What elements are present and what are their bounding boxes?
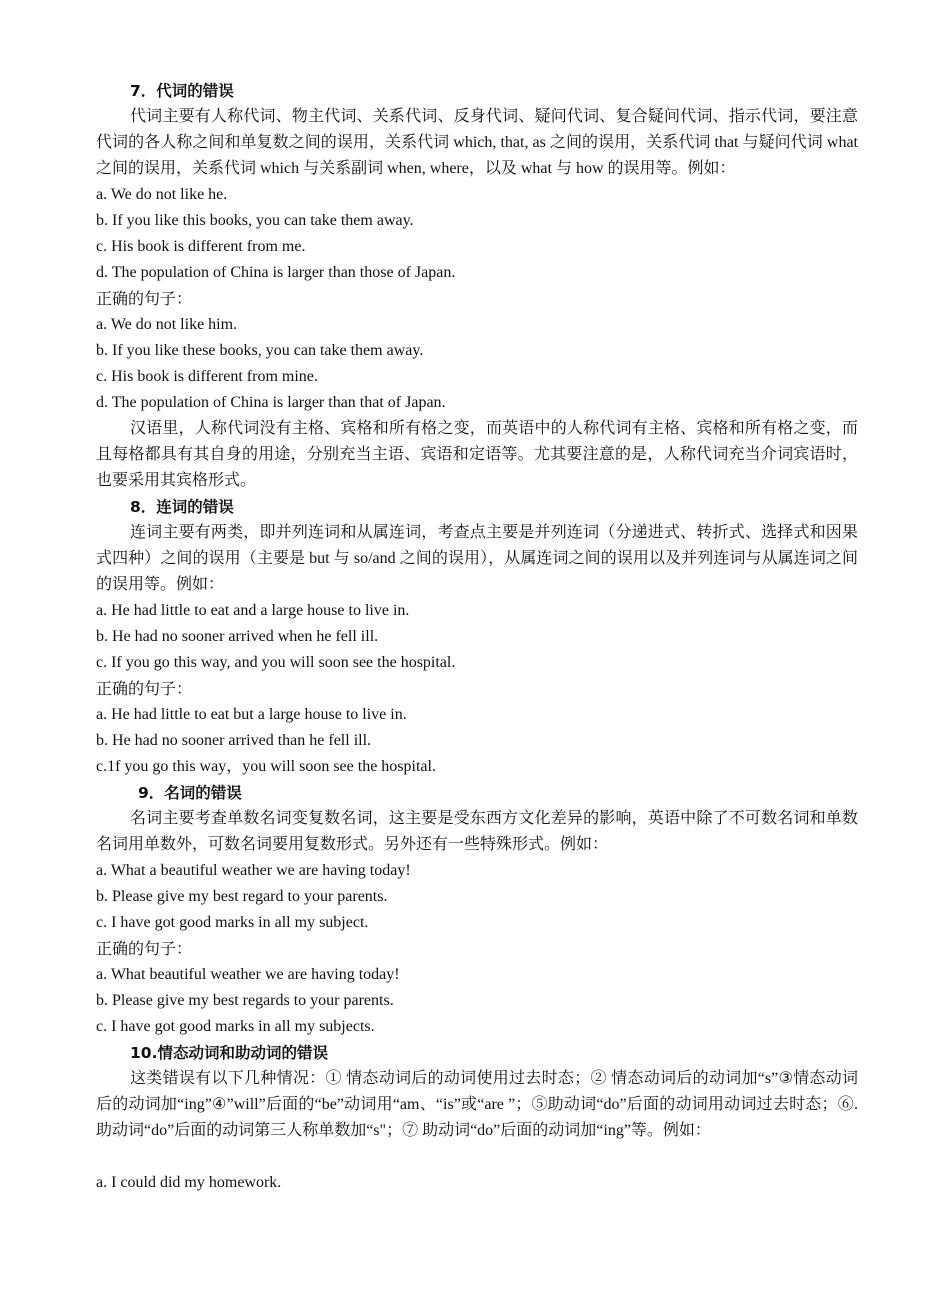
- correct-sentence: c.1f you go this way，you will soon see the hospital.: [96, 758, 436, 775]
- example-sentence: b. If you like this books, you can take them away.: [96, 212, 414, 229]
- correct-sentence: c. I have got good marks in all my subjects.: [96, 1018, 375, 1035]
- correct-sentence: b. Please give my best regards to your parents.: [96, 992, 394, 1009]
- correct-label: 正确的句子：: [96, 679, 193, 698]
- example-sentence: c. His book is different from me.: [96, 238, 306, 255]
- correct-sentence: b. If you like these books, you can take them away.: [96, 342, 424, 359]
- correct-sentence: b. He had no sooner arrived than he fell ill.: [96, 732, 372, 749]
- section-intro: 这类错误有以下几种情况：① 情态动词后的动词使用过去时态；② 情态动词后的动词加“s”③情态动词后的动词加“ing”④”will”后面的“be”动词用“am、“is”或“are ”；⑤助动词“do”后面的动词用动词过去时态；⑥.助动词“do”后面的动词第三人称单数加“s"；⑦ 助动词“do”后面的动词加“ing”等。例如：: [96, 1070, 858, 1139]
- example-sentence: b. He had no sooner arrived when he fell ill.: [96, 628, 379, 645]
- document-page: [96, 78, 858, 1196]
- section-heading: 9．名词的错误: [138, 784, 242, 802]
- section-note: 汉语里，人称代词没有主格、宾格和所有格之变，而英语中的人称代词有主格、宾格和所有格之变，而且每格都具有其自身的用途，分别充当主语、宾语和定语等。尤其要注意的是，人称代词充当介词宾语时，也要采用其宾格形式。: [96, 420, 858, 489]
- correct-sentence: c. His book is different from mine.: [96, 368, 318, 385]
- example-sentence: a. What a beautiful weather we are having today!: [96, 862, 411, 879]
- section-intro: 代词主要有人称代词、物主代词、关系代词、反身代词、疑问代词、复合疑问代词、指示代词，要注意代词的各人称之间和单复数之间的误用，关系代词 which, that, as 之间的误用，关系代词 that 与疑问代词 what 之间的误用，关系代词 which 与关系副词 when, where，以及 what 与 how 的误用等。例如：: [96, 108, 858, 177]
- section-intro: 名词主要考查单数名词变复数名词，这主要是受东西方文化差异的影响，英语中除了不可数名词和单数名词用单数外，可数名词要用复数形式。另外还有一些特殊形式。例如：: [96, 810, 858, 853]
- example-sentence: b. Please give my best regard to your parents.: [96, 888, 388, 905]
- example-sentence: c. If you go this way, and you will soon see the hospital.: [96, 654, 456, 671]
- correct-label: 正确的句子：: [96, 289, 193, 308]
- correct-sentence: a. He had little to eat but a large house to live in.: [96, 706, 407, 723]
- correct-sentence: a. We do not like him.: [96, 316, 238, 333]
- correct-label: 正确的句子：: [96, 939, 193, 958]
- example-sentence: d. The population of China is larger than those of Japan.: [96, 264, 456, 281]
- section-heading: 7．代词的错误: [130, 82, 234, 100]
- section-heading: 10.情态动词和助动词的错误: [130, 1044, 328, 1062]
- correct-sentence: d. The population of China is larger than that of Japan.: [96, 394, 446, 411]
- example-sentence: a. We do not like he.: [96, 186, 228, 203]
- correct-sentence: a. What beautiful weather we are having today!: [96, 966, 400, 983]
- example-sentence: a. I could did my homework.: [96, 1174, 282, 1191]
- example-sentence: a. He had little to eat and a large house to live in.: [96, 602, 410, 619]
- example-sentence: c. I have got good marks in all my subject.: [96, 914, 369, 931]
- section-intro: 连词主要有两类，即并列连词和从属连词，考查点主要是并列连词（分递进式、转折式、选择式和因果式四种）之间的误用（主要是 but 与 so/and 之间的误用），从属连词之间的误用以及并列连词与从属连词之间的误用等。例如：: [96, 524, 858, 593]
- section-heading: 8．连词的错误: [130, 498, 234, 516]
